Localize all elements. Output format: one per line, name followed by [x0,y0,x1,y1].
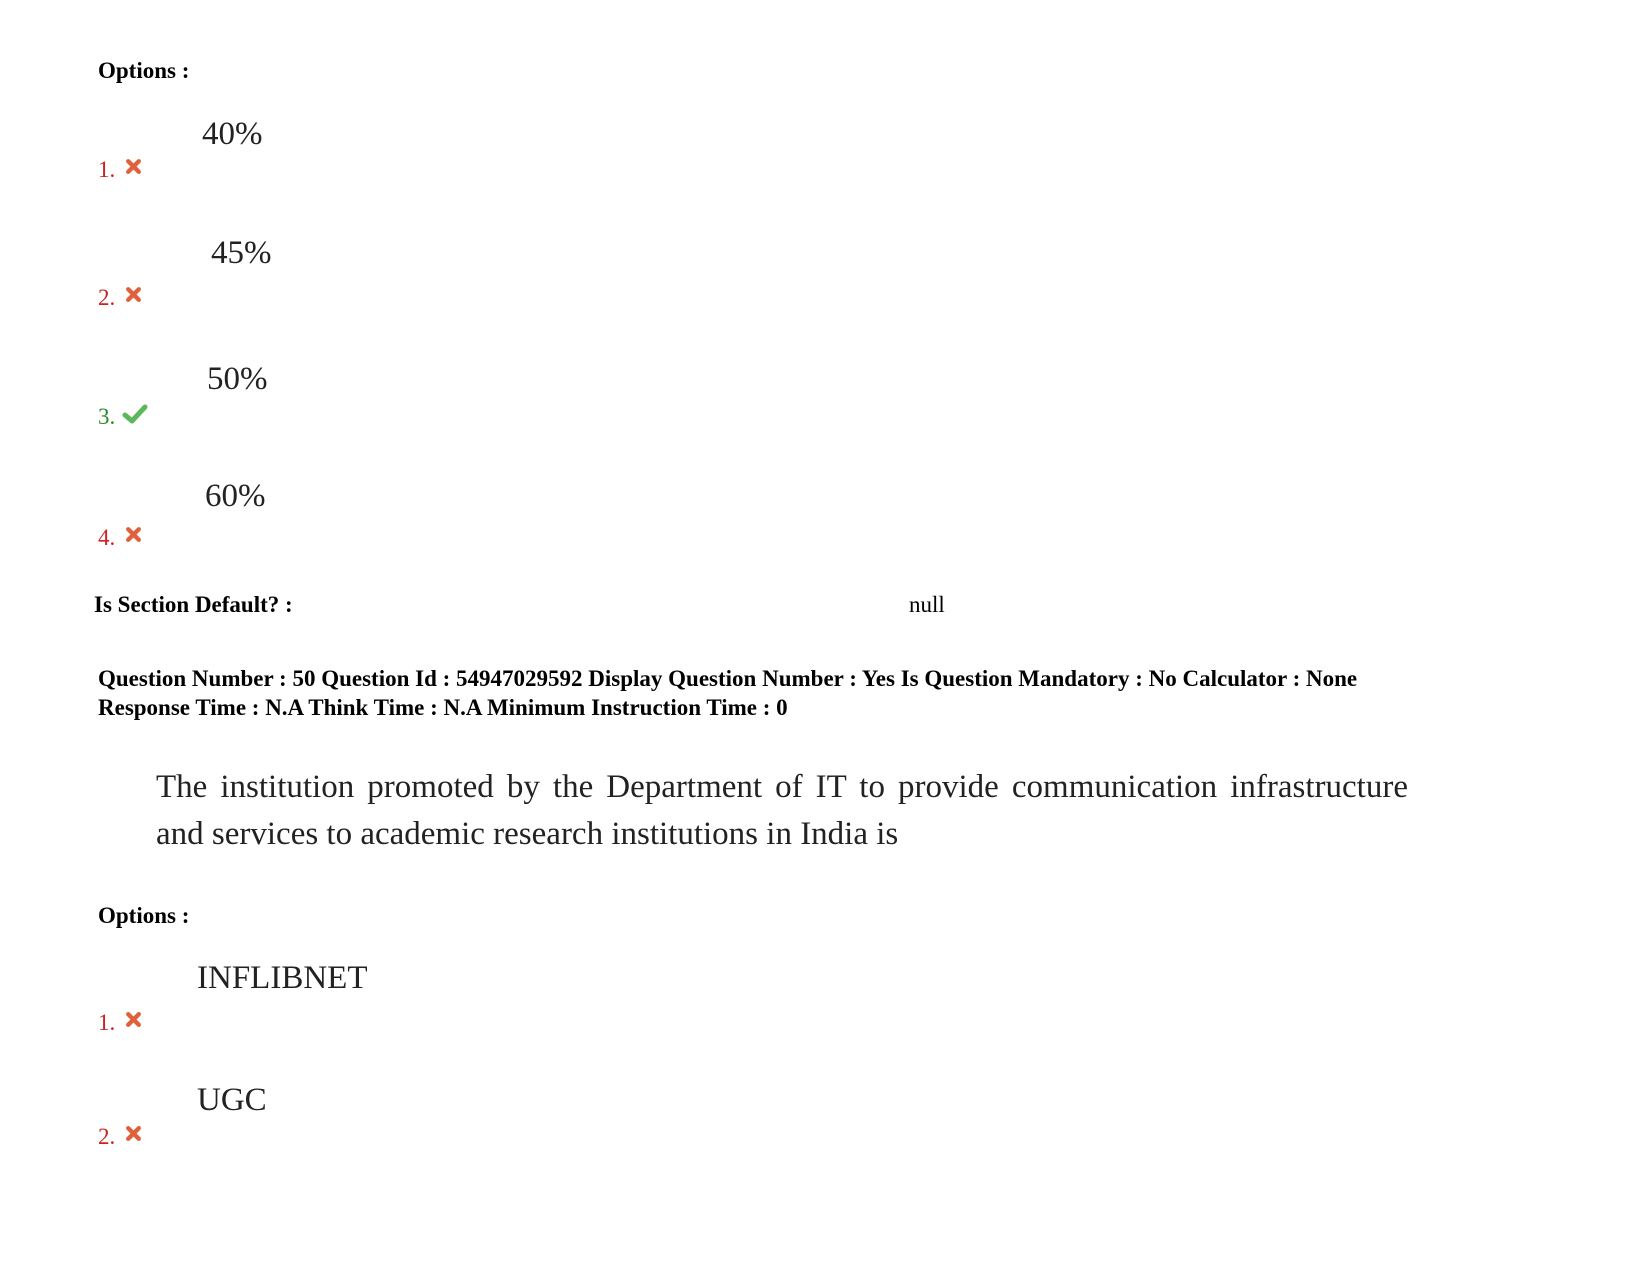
option-number: 1. [98,1010,116,1035]
question-meta [98,664,1357,722]
cross-icon [125,1011,142,1028]
option-text: 45% [211,235,272,271]
cross-icon [125,1125,142,1142]
option-number: 2. [98,285,116,310]
question-meta-line: Question Number : 50 Question Id : 54947029592 Display Question Number : Yes Is Question Mandatory : No Calculator : None [98,666,1358,691]
question-text: The institution promoted by the Department of IT to provide communication infrastructure and services to academic research institutions in India is [156,769,1408,852]
option-text: 40% [202,116,263,152]
option-number: 4. [98,525,116,550]
option-number: 2. [98,1124,116,1149]
options-label: Options : [98,903,190,928]
option-text: 50% [207,361,268,397]
cross-icon [125,526,142,543]
option-text: INFLIBNET [197,960,368,996]
options-label: Options : [98,58,190,83]
cross-icon [125,286,142,303]
option-number: 3. [98,404,116,429]
option-text: UGC [197,1082,267,1118]
section-default-value: null [909,592,945,617]
section-default-label: Is Section Default? : [94,592,293,617]
cross-icon [125,158,142,175]
question-meta-line: Response Time : N.A Think Time : N.A Minimum Instruction Time : 0 [98,695,788,720]
check-icon [122,403,148,425]
option-number: 1. [98,157,116,182]
option-text: 60% [205,478,266,514]
